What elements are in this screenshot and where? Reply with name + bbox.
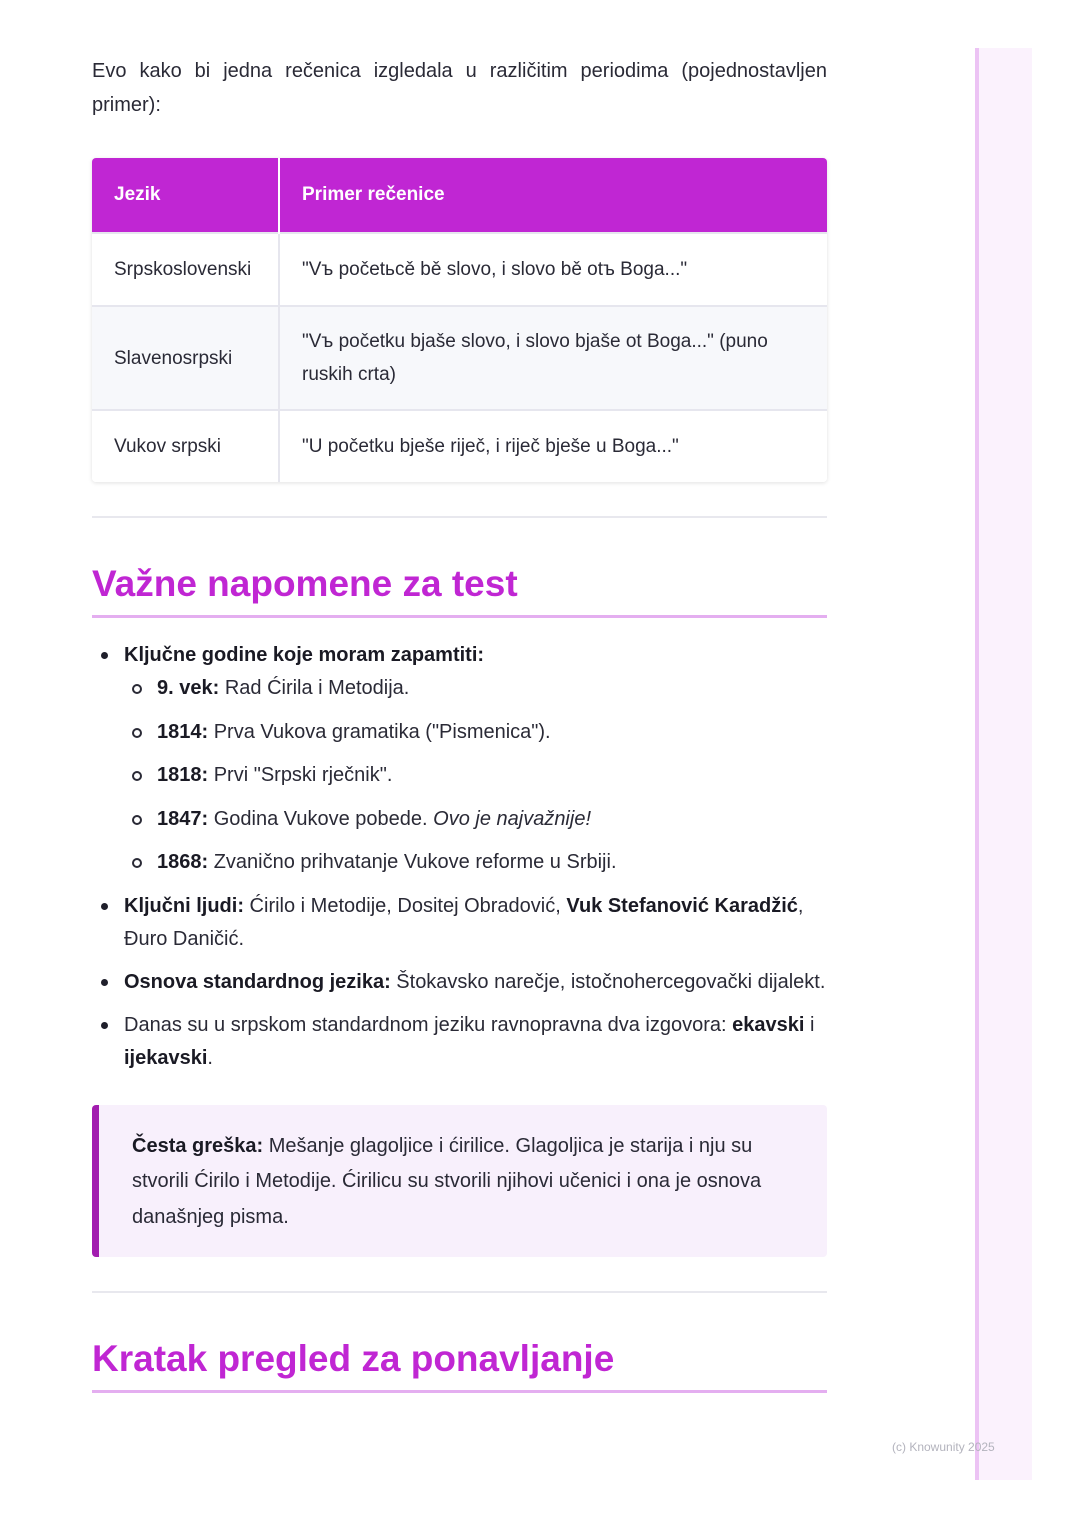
year-label: 1868: [157,851,209,873]
izgovori-conj: i [804,1013,815,1036]
osnova-label: Osnova standardnog jezika: [124,970,391,993]
table-header-row [92,158,827,233]
callout-text: Mešanje glagoljice i ćirilice. Glagoljica je starija i nju su stvorili Ćirilo i Metodije. Ćirilicu su stvorili njihovi učenici i ona je osnova današnjeg pisma. [132,1134,762,1228]
comparison-table [92,158,827,482]
table-cell-primer: "U početku bješe riječ, i riječ bješe u Boga..." [279,410,827,482]
list-item-osnova [92,966,827,999]
years-list [124,672,827,879]
callout-label: Česta greška: [132,1134,264,1157]
section-divider [92,516,827,518]
table-cell-jezik: Slavenosrpski [92,306,279,410]
table-row [92,306,827,410]
year-label: 9. vek: [157,677,220,699]
izgovor-ekavski: ekavski [732,1013,805,1036]
izgovor-ijekavski: ijekavski [124,1046,208,1069]
year-text: Rad Ćirila i Metodija. [219,677,410,699]
year-text: Prva Vukova gramatika ("Pismenica"). [208,720,551,743]
ljudi-text-end: , Đuro Daničić. [124,894,804,950]
table-header-primer: Primer rečenice [279,158,827,233]
table-cell-jezik: Srpskoslovenski [92,233,279,306]
page-content [92,48,827,1393]
table-header-jezik: Jezik [92,158,279,233]
godine-label: Ključne godine koje moram zapamtiti: [124,644,485,666]
copyright-footer: (c) Knowunity 2025 [892,1440,995,1454]
list-item-year [124,716,827,749]
table-cell-jezik: Vukov srpski [92,410,279,482]
section-divider [92,1291,827,1293]
notes-list [92,639,827,1075]
year-text: Prvi "Srpski rječnik". [208,764,393,786]
list-item-ljudi [92,890,827,956]
year-text: Zvanično prihvatanje Vukove reforme u Srbiji. [208,851,617,873]
section-heading-pregled: Kratak pregled za ponavljanje [92,1338,827,1393]
ljudi-bold-name: Vuk Stefanović Karadžić [566,894,798,917]
side-band [975,48,1032,1480]
list-item-year [124,759,827,792]
table-row [92,233,827,306]
list-item-year [124,803,827,836]
common-mistake-callout [92,1105,827,1258]
year-emphasis: Ovo je najvažnije! [433,807,592,830]
table-cell-primer: "Vъ početku bjaše slovo, i slovo bjaše ot Boga..." (puno ruskih crta) [279,306,827,410]
year-text: Godina Vukove pobede. [208,807,434,830]
osnova-text: Štokavsko narečje, istočnohercegovački dijalekt. [390,970,826,993]
list-item-godine [92,639,827,879]
section-heading-napomene: Važne napomene za test [92,563,827,618]
ljudi-label: Ključni ljudi: [124,894,244,917]
year-label: 1818: [157,764,209,786]
table-cell-primer: "Vъ početьcě bě slovo, i slovo bě otъ Boga..." [279,233,827,306]
table-row [92,410,827,482]
intro-paragraph: Evo kako bi jedna rečenica izgledala u različitim periodima (pojednostavljen primer): [92,60,827,116]
year-label: 1847: [157,807,209,830]
list-item-year [124,672,827,705]
ljudi-text: Ćirilo i Metodije, Dositej Obradović, [244,894,567,917]
list-item-izgovori [92,1009,827,1075]
list-item-year [124,846,827,879]
izgovori-end: . [207,1046,213,1069]
izgovori-text: Danas su u srpskom standardnom jeziku ravnopravna dva izgovora: [124,1013,733,1036]
year-label: 1814: [157,720,209,743]
side-line [975,48,979,1480]
